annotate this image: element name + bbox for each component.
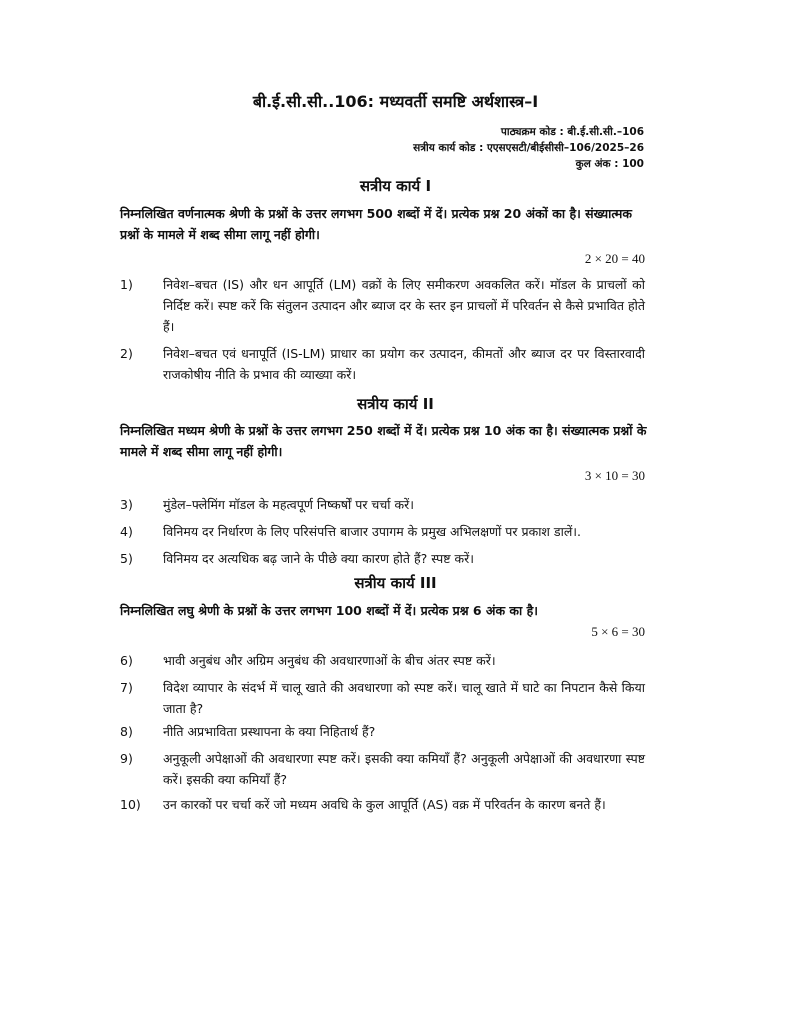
question-number: 4) — [120, 524, 133, 539]
question-text: उन कारकों पर चर्चा करें जो मध्यम अवधि के कुल आपूर्ति (AS) वक्र में परिवर्तन के कारण बनते हैं। — [163, 797, 606, 812]
total-marks: कुल अंक : 100 — [575, 158, 644, 170]
question-item — [120, 721, 645, 742]
section-instruction: निम्नलिखित मध्यम श्रेणी के प्रश्नों के उत्तर लगभग 250 शब्दों में दें। प्रत्येक प्रश्न 10 अंक का है। संख्यात्मक प्रश्नों के मामले में शब्द सीमा लागू नहीं होगी। — [120, 423, 647, 459]
question-number: 5) — [120, 551, 133, 566]
section-heading: सत्रीय कार्य II — [357, 395, 434, 413]
section-instruction: निम्नलिखित लघु श्रेणी के प्रश्नों के उत्तर लगभग 100 शब्दों में दें। प्रत्येक प्रश्न 6 अंक का है। — [120, 603, 538, 618]
question-item — [120, 274, 645, 337]
section-heading: सत्रीय कार्य I — [359, 177, 432, 195]
question-number: 10) — [120, 797, 141, 812]
question-text: विदेश व्यापार के संदर्भ में चालू खाते की अवधारणा को स्पष्ट करें। चालू खाते में घाटे का निपटान कैसे किया जाता है? — [163, 680, 645, 716]
question-item — [120, 548, 645, 569]
question-number: 2) — [120, 346, 133, 361]
question-item — [120, 521, 645, 542]
course-code: पाठ्यक्रम कोड : बी.ई.सी.सी.–106 — [500, 126, 644, 138]
question-item — [120, 794, 645, 815]
question-number: 7) — [120, 680, 133, 695]
question-item — [120, 343, 645, 385]
section-marks: 2 × 20 = 40 — [584, 251, 645, 266]
question-number: 6) — [120, 653, 133, 668]
question-item — [120, 650, 645, 671]
page-title: बी.ई.सी.सी..106: मध्यवर्ती समष्टि अर्थशास्त्र–I — [252, 92, 539, 111]
question-number: 8) — [120, 724, 133, 739]
question-text: विनिमय दर निर्धारण के लिए परिसंपत्ति बाजार उपागम के प्रमुख अभिलक्षणों पर प्रकाश डालें।. — [163, 524, 582, 539]
assignment-code: सत्रीय कार्य कोड : एएसएसटी/बीईसीसी–106/2025–26 — [413, 142, 644, 154]
question-text: निवेश–बचत एवं धनापूर्ति (IS-LM) प्राधार का प्रयोग कर उत्पादन, कीमतों और ब्याज दर पर विस्तारवादी राजकोषीय नीति के प्रभाव की व्याख्या करें। — [163, 346, 645, 382]
question-number: 3) — [120, 497, 133, 512]
question-text: मुंडेल–फ्लेमिंग मॉडल के महत्वपूर्ण निष्कर्षों पर चर्चा करें। — [163, 497, 414, 512]
course-meta — [413, 124, 644, 172]
question-number: 9) — [120, 751, 133, 766]
question-text: निवेश–बचत (IS) और धन आपूर्ति (LM) वक्रों के लिए समीकरण अवकलित करें। मॉडल के प्राचलों को निर्दिष्ट करें। स्पष्ट करें कि संतुलन उत्पादन और ब्याज दर के स्तर इन प्राचलों में परिवर्तन से कैसे प्रभावित होते हैं। — [163, 277, 645, 334]
section-marks: 5 × 6 = 30 — [591, 624, 645, 639]
section-instruction: निम्नलिखित वर्णनात्मक श्रेणी के प्रश्नों के उत्तर लगभग 500 शब्दों में दें। प्रत्येक प्रश्न 20 अंकों का है। संख्यात्मक प्रश्नों के मामले में शब्द सीमा लागू नहीं होगी। — [120, 206, 633, 242]
question-text: भावी अनुबंध और अग्रिम अनुबंध की अवधारणाओं के बीच अंतर स्पष्ट करें। — [163, 653, 496, 668]
question-text: नीति अप्रभाविता प्रस्थापना के क्या निहितार्थ हैं? — [163, 724, 376, 739]
question-item — [120, 494, 645, 515]
section-marks: 3 × 10 = 30 — [584, 468, 645, 483]
question-item — [120, 748, 645, 790]
question-text: अनुकूली अपेक्षाओं की अवधारणा स्पष्ट करें। इसकी क्या कमियाँ हैं? अनुकूली अपेक्षाओं की अवधारणा स्पष्ट करें। इसकी क्या कमियाँ हैं? — [163, 751, 645, 787]
question-item — [120, 677, 645, 719]
question-text: विनिमय दर अत्यधिक बढ़ जाने के पीछे क्या कारण होते हैं? स्पष्ट करें। — [163, 551, 474, 566]
section-heading: सत्रीय कार्य III — [354, 574, 437, 592]
question-number: 1) — [120, 277, 133, 292]
